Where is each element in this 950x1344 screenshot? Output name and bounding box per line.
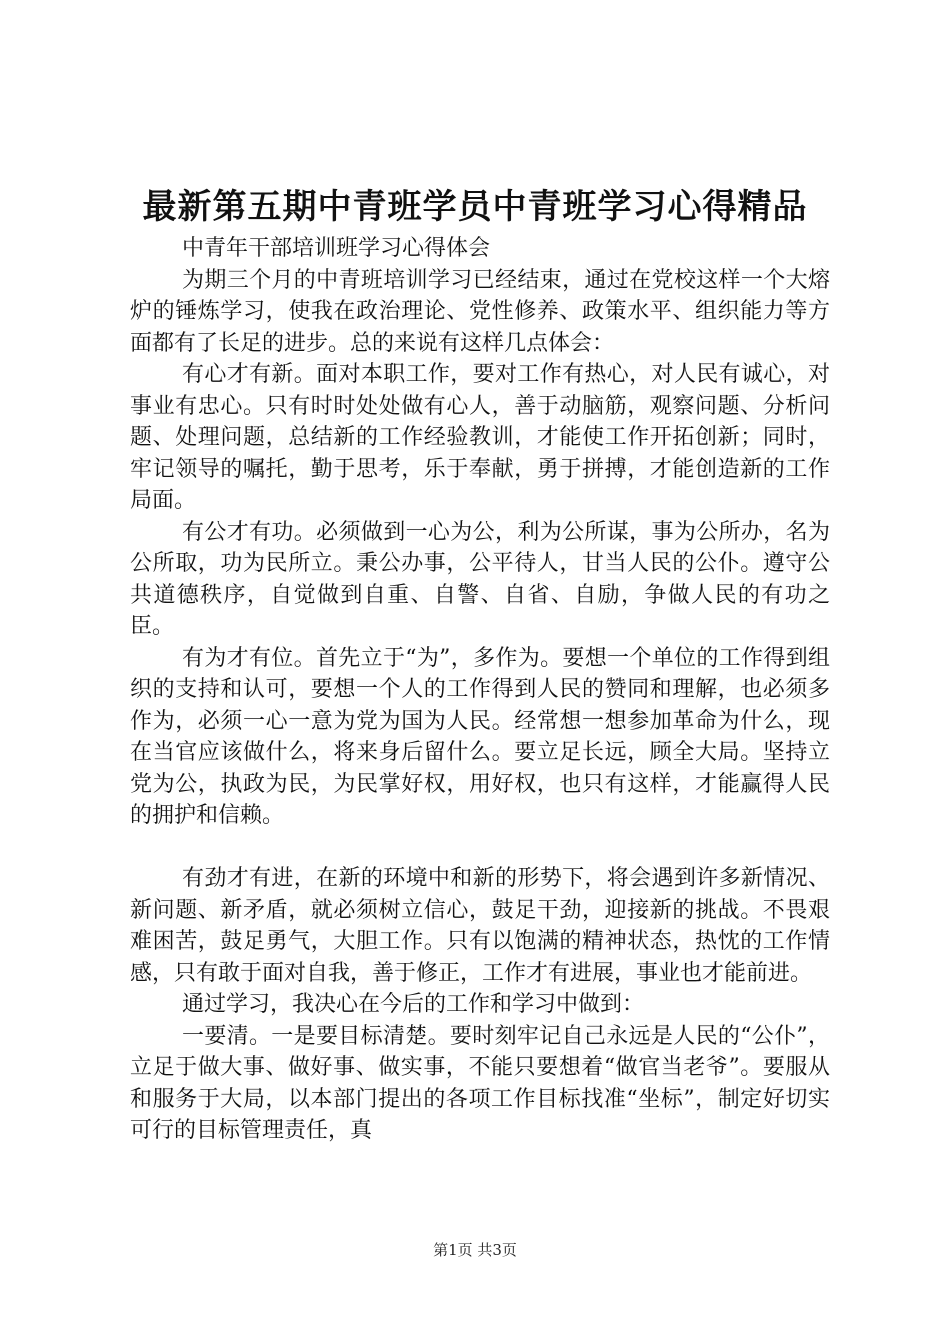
body-paragraph: 通过学习，我决心在今后的工作和学习中做到： [182,992,645,1017]
body-paragraph: 有心才有新。面对本职工作，要对工作有热心，对人民有诚心，对事业有忠心。只有时时处处做有心人，善于动脑筋，观察问题、分析问题、处理问题，总结新的工作经验教训，才能使工作开拓创新；同时，牢记领导的嘱托，勤于思考，乐于奉献，勇于拼搏，才能创造新的工作局面。 [130,362,830,513]
document-body [130,233,830,1147]
intro-paragraph: 为期三个月的中青班培训学习已经结束，通过在党校这样一个大熔炉的锤炼学习，使我在政治理论、党性修养、政策水平、组织能力等方面都有了长足的进步。总的来说有这样几点体会： [130,267,830,356]
body-paragraph: 有劲才有进，在新的环境中和新的形势下，将会遇到许多新情况、新问题、新矛盾，就必须树立信心，鼓足干劲，迎接新的挑战。不畏艰难困苦，鼓足勇气，大胆工作。只有以饱满的精神状态，热忱的工作情感，只有敢于面对自我，善于修正，工作才有进展，事业也才能前进。 [130,866,830,986]
subtitle-paragraph: 中青年干部培训班学习心得体会 [182,236,491,261]
body-paragraph: 一要清。一是要目标清楚。要时刻牢记自己永远是人民的“公仆”，立足于做大事、做好事、做实事，不能只要想着“做官当老爷”。要服从和服务于大局，以本部门提出的各项工作目标找准“坐标”，制定好切实可行的目标管理责任，真 [130,1023,830,1143]
paragraph-gap [130,832,830,864]
body-paragraph: 有公才有功。必须做到一心为公，利为公所谋，事为公所办，名为公所取，功为民所立。秉公办事，公平待人，甘当人民的公仆。遵守公共道德秩序，自觉做到自重、自警、自省、自励，争做人民的有功之臣。 [130,519,830,639]
page-footer: 第1页 共3页 [433,1241,517,1259]
body-paragraph: 有为才有位。首先立于“为”，多作为。要想一个单位的工作得到组织的支持和认可，要想一个人的工作得到人民的赞同和理解，也必须多作为，必须一心一意为党为国为人民。经常想一想参加革命为什么，现在当官应该做什么，将来身后留什么。要立足长远，顾全大局。坚持立党为公，执政为民，为民掌好权，用好权，也只有这样，才能赢得人民的拥护和信赖。 [130,645,830,828]
document-title: 最新第五期中青班学员中青班学习心得精品 [142,187,808,227]
